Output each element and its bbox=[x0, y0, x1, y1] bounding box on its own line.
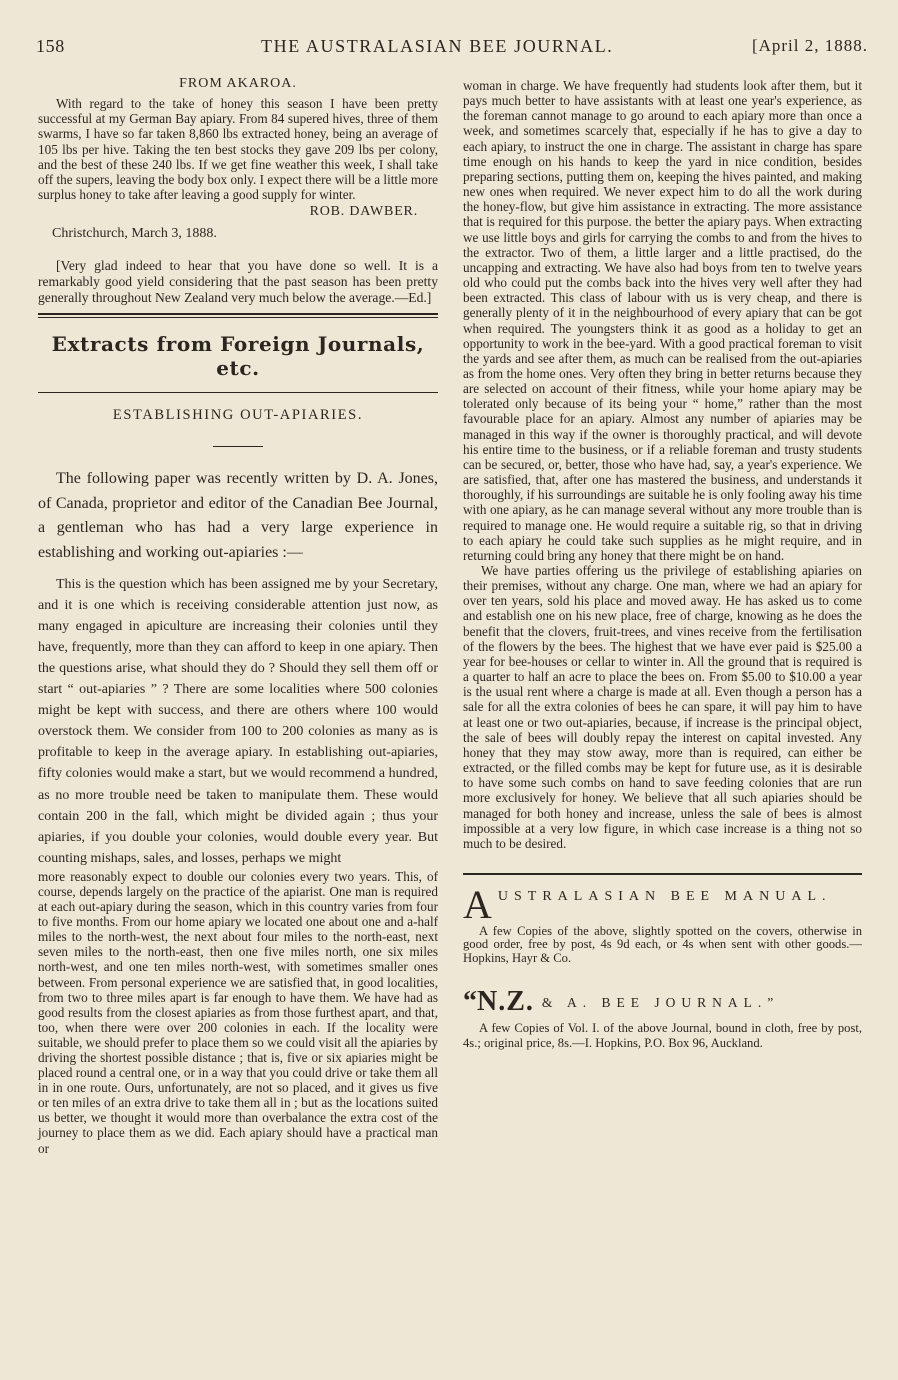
ads-divider bbox=[463, 873, 862, 875]
page-number: 158 bbox=[36, 36, 65, 56]
section-divider-thin bbox=[38, 317, 438, 318]
article-paragraph: This is the question which has been assigned me by your Secretary, and it is one which is receiving considerable attention just now, as many engaged in apiculture are increasing their colonies until they have, frequently, more than they can afford to keep in one apiary. Then the questions arise, what should they do ? Should they sell them off or start “ out-apiaries ” ? There are some localities where 500 colonies might be kept with success, and there are others where 100 would overstock them. We consider from 100 to 200 colonies as many as is profitable to keep in the average apiary. In establishing out-apiaries, fifty colonies would make a start, but we would recommend a hundred, as no more trouble need be taken to manipulate them. These would contain 200 in the fall, which might be divided again ; thus your apiaries, if you double your colonies, would double every year. But counting mishaps, sales, and losses, perhaps we might bbox=[38, 576, 438, 866]
advert-big-title: N.Z. bbox=[477, 986, 534, 1018]
letter-title: FROM AKAROA. bbox=[179, 76, 297, 91]
page-header bbox=[36, 36, 868, 60]
section-title-rule bbox=[38, 392, 438, 393]
advert-bee-manual bbox=[463, 881, 862, 965]
article-paragraph-right: woman in charge. We have frequently had students look after them, but it pays much better to have assistants with at least one year's experience, as the foreman cannot manage to go around to each apiary more than once a week, and sometimes scarcely that, especially if he has to give a day to each apiary, to instruct the one in charge. The assistant in charge has spare time enough on his hands to keep the yard in nice condition, besides preparing sections, putting them on, keeping the hives painted, and making new ones when required. We never expect him to do all the work during the honey-flow, but give him assistance in extracting. The more assistance that is required for this purpose. the better the apiary pays. When extracting we use little boys and girls for carrying the combs to and from the hives to the extractor. Two of them, a little larger and a little practised, do the uncapping and extracting. We have also had boys from ten to twelve years old who could put the combs back into the hives very well after they had been extracted. This class of labour with us is very cheap, and there is generally plenty of it in the neighbourhood of every apiary that can be got when required. The youngsters think it as good as a holiday to get an opportunity to work in the bee-yard. With a good practical foreman to visit the yards and see after them, as much can be realised from the out-apiaries as from the home ones. Very often they bring in better returns because they are selected on account of their fitness, while your home apiary may be tolerated only because of its being your “ home,” rather than the most favourable place for an apiary. Almost any number of apiaries may be managed in this way if the owner is thoroughly practical, and will devote his entire time to the business, or if a reliable foreman and trusty students can be secured, or, better, those who have had, say, a year's experience. We are satisfied, that, after one has mastered the business, and understands it thoroughly, if his surroundings are suitable he is only fooling away his time with one apiary, as he can manage several without any more trouble than is required to manage one. He would require a suitable rig, so that in driving to each apiary he could take such supplies as he might require, and in returning could bring any honey that there might be on hand. bbox=[463, 78, 862, 563]
advert-title-text: & A. BEE JOURNAL.” bbox=[541, 995, 780, 1011]
issue-date: [April 2, 1888. bbox=[751, 36, 868, 55]
advert-body: A few Copies of the above, slightly spotted on the covers, otherwise in good order, free by post, 4s 9d each, or 4s when sent with other goods.—Hopkins, Hayr & Co. bbox=[463, 923, 862, 965]
advert-body: A few Copies of Vol. I. of the above Journal, bound in cloth, free by post, 4s.; original price, 8s.—I. Hopkins, P.O. Box 96, Auckland. bbox=[463, 1021, 862, 1051]
editor-note: [Very glad indeed to hear that you have done so well. It is a remarkably good yield considering that the past season has been pretty generally throughout New Zealand very much below the average.—Ed.] bbox=[38, 258, 438, 305]
advert-title bbox=[534, 987, 779, 1011]
article-title: ESTABLISHING OUT-APIARIES. bbox=[112, 407, 364, 424]
title-dash bbox=[213, 446, 263, 447]
advert-drop-cap: A bbox=[463, 881, 492, 927]
letter-body: With regard to the take of honey this season I have been pretty successful at my German Bay apiary. From 84 supered hives, three of them swarms, I have so far taken 8,860 lbs extracted honey, being an average of 105 lbs per hive. Taking the ten best stocks they gave 209 lbs per colony, and the best of these 240 lbs. If we get fine weather this week, I shall take off the supers, leaving the body box only. I expect there will be a little more surplus honey to take after leaving a good supply for winter. bbox=[38, 96, 438, 203]
left-column bbox=[38, 76, 438, 1156]
article-paragraph-cont: more reasonably expect to double our colonies every two years. This, of course, depends largely on the practice of the apiarist. One man is required at each out-apiary during the season, which in this country varies from four to five months. From our home apiary we located one about one and a-half miles to the north-west, the next about four miles to the north-east, next seven miles to the north-east, then one five miles north, one six miles north-west, and one ten miles north-west, with sometimes smaller ones between. From personal experience we are satisfied that, in good localities, from two to three miles apart is far enough to have them. We have had as good results from the closest apiaries as from those furthest apart, and that, too, when there were over 200 colonies in each. If the locality were suitable, we should prefer to place them so we could visit all the apiaries by driving the shortest possible distance ; that is, five or six apiaries might be placed round a central one, or in a way that you could drive or take them all in in one route. Ours, unfortunately, are not so placed, and it gives us five or ten miles of an extra drive to take them all in ; but as the locations suited us better, we thought it would more than overbalance the extra cost of the journey to place them as we did. Each apiary should have a practical man or bbox=[38, 868, 438, 1156]
advert-title: USTRALASIAN BEE MANUAL. bbox=[497, 888, 832, 904]
journal-title: THE AUSTRALASIAN BEE JOURNAL. bbox=[261, 36, 614, 56]
advert-bee-journal bbox=[463, 987, 862, 1051]
advert-quote-mark: “ bbox=[463, 986, 477, 1018]
article-paragraph-right-2: We have parties offering us the privilege of establishing apiaries on their premises, without any charge. One man, where we had an apiary for over ten years, sold his place and moved away. He has asked us to come and establish one on his new place, free of charge, knowing as he does the benefit that the clovers, fruit-trees, and vines receive from the fertilisation of the flowers by the bees. The highest that we have ever paid is $25.00 a year for bee-houses or cellar to winter in. All the ground that is required is a quarter to half an acre to place the bees on. From $5.00 to $10.00 a year is the usual rent where a charge is made at all. Even though a person has a sale for all the extra colonies of bees he can spare, it will pay him to have at least one or two out-apiaries, because, if increase is the principal object, the sale of bees will doubly repay the interest on capital invested. Any honey that they may stow away, more than is required, can either be extracted, or the filled combs may be kept for future use, as it is desirable to have some such combs on hand to save feeding colonies that are run more exclusively for honey. We believe that all such apiaries should be managed for both honey and increase, unless the sale of bees is almost impossible at a very low figure, in which case increase is a thing not so much to be desired. bbox=[463, 563, 862, 851]
section-title: Extracts from Foreign Journals, etc. bbox=[51, 332, 425, 381]
letter-signature: ROB. DAWBER. bbox=[309, 204, 418, 220]
right-column bbox=[463, 78, 862, 1051]
letter-place-date: Christchurch, March 3, 1888. bbox=[52, 226, 217, 242]
section-divider bbox=[38, 313, 438, 315]
article-intro: The following paper was recently written by D. A. Jones, of Canada, proprietor and editor of the Canadian Bee Journal, a gentleman who has had a very large experience in establishing and working out-apiaries :— bbox=[38, 470, 438, 561]
